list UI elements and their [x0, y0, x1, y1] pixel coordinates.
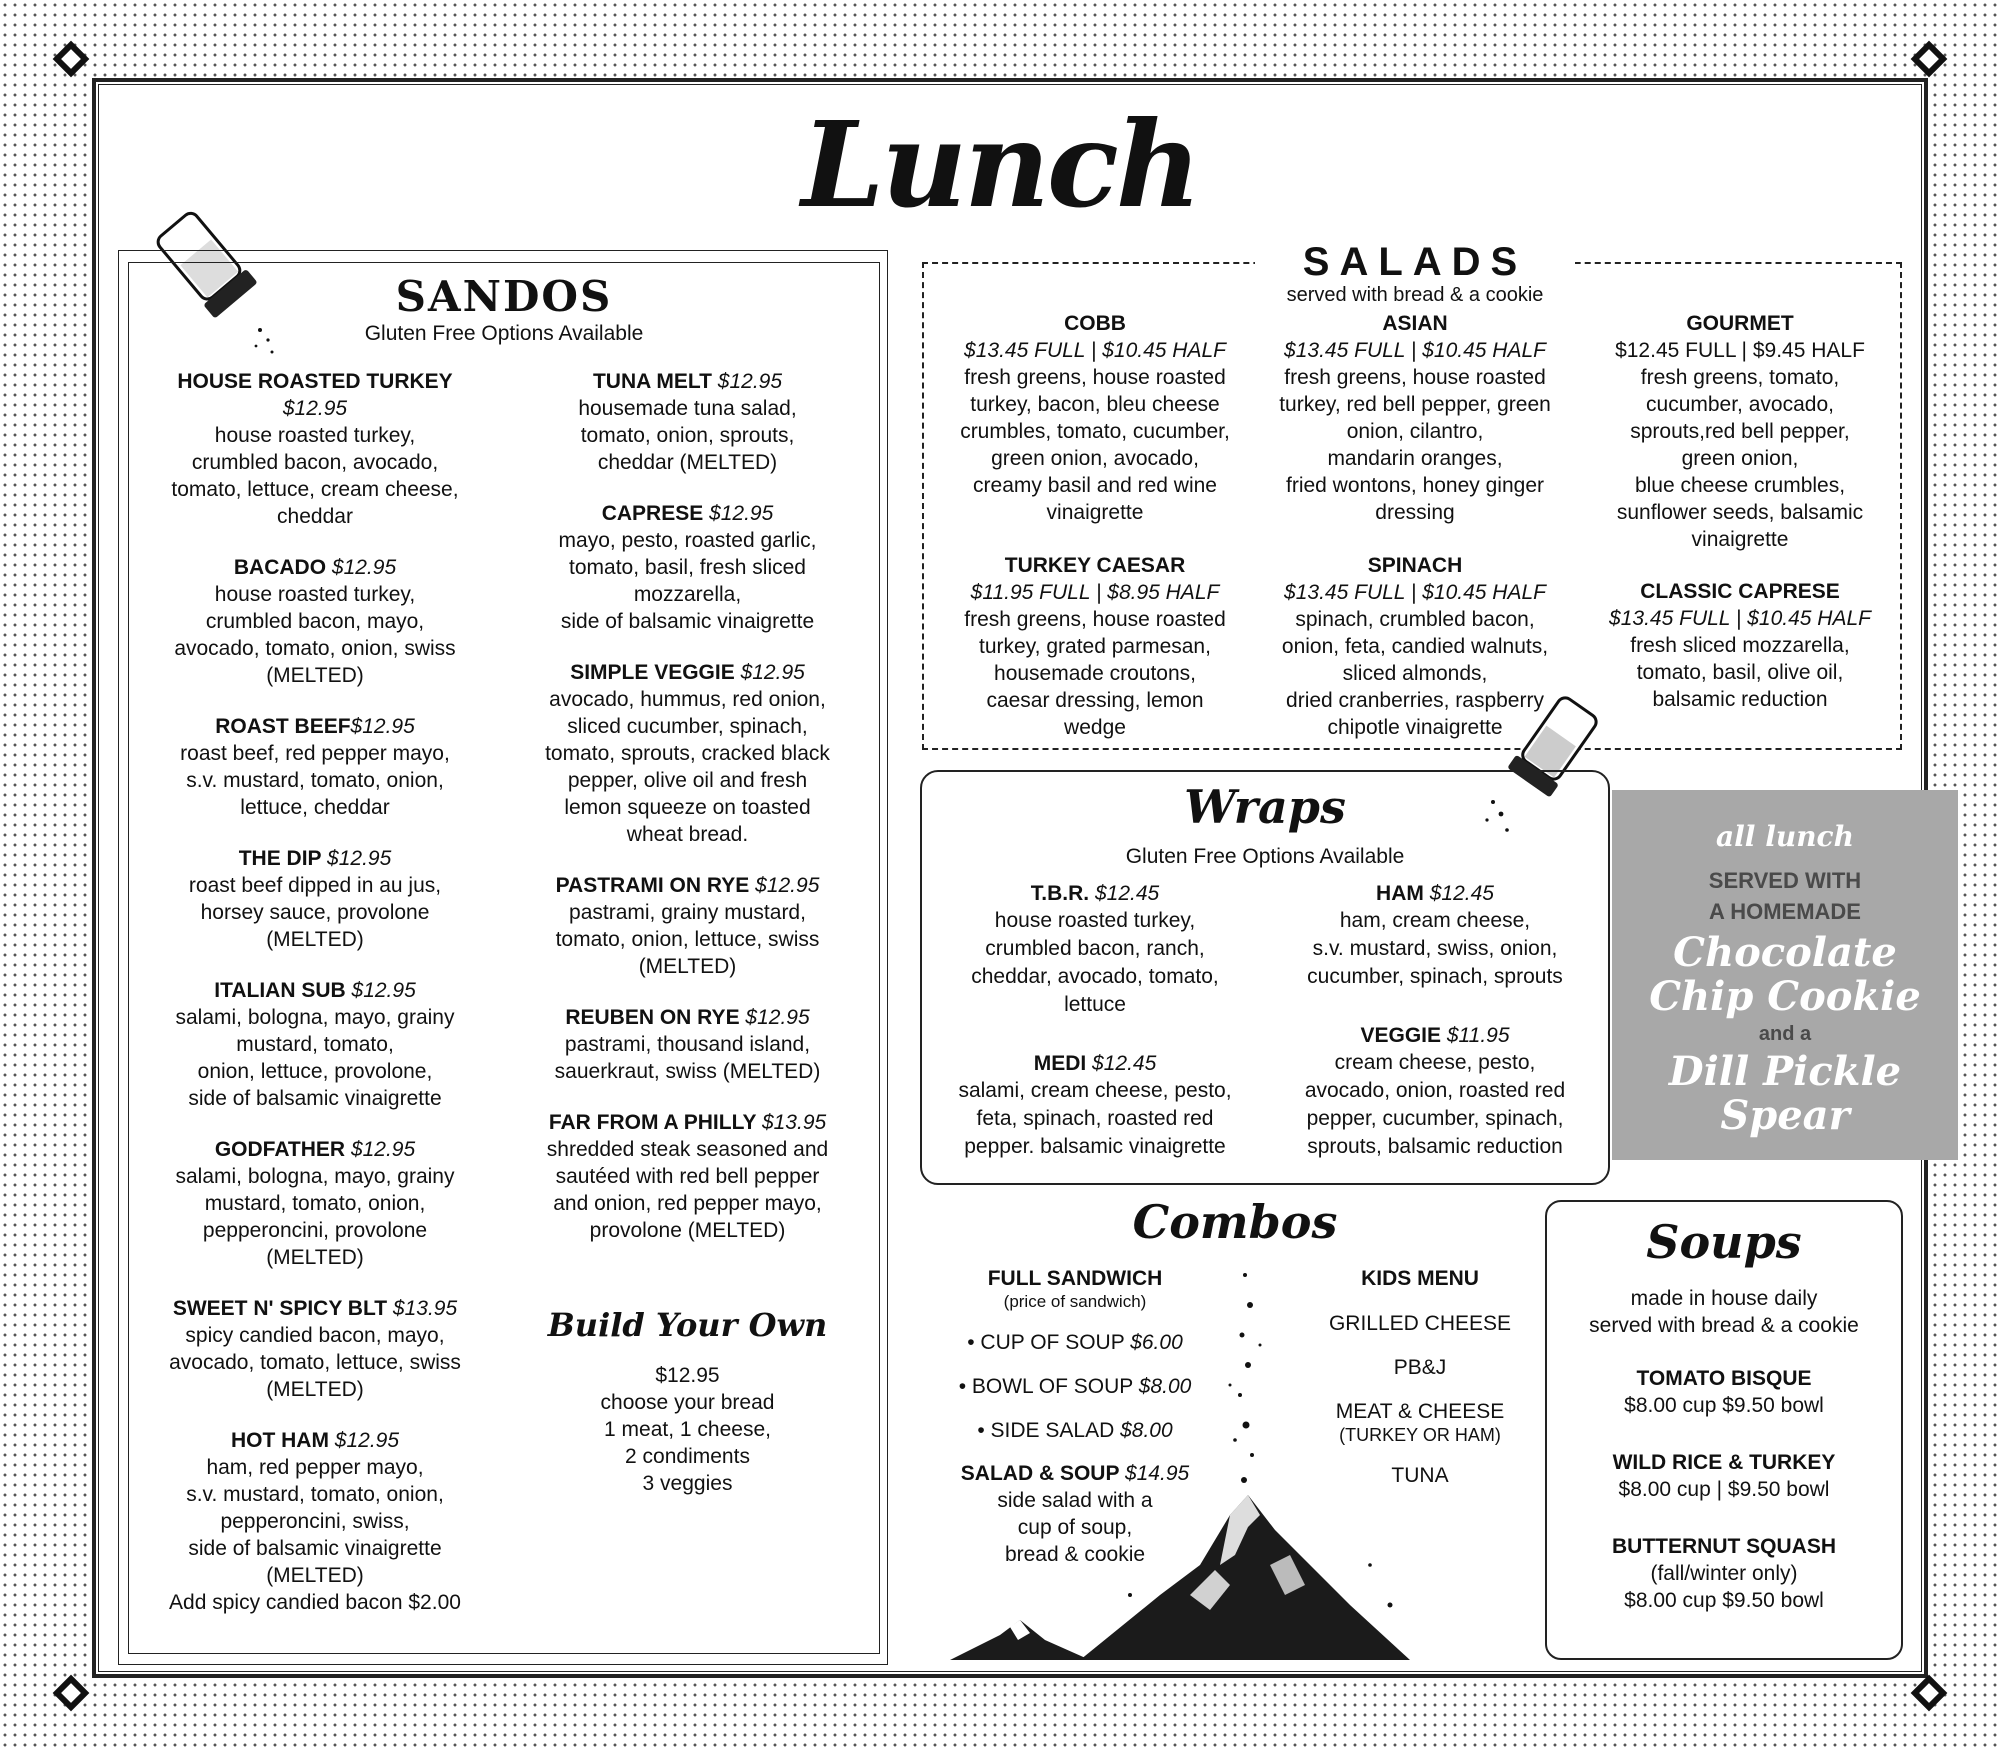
- item-desc-line: tomato, basil, fresh sliced: [569, 556, 806, 579]
- combo-option-label: • SIDE SALAD: [977, 1419, 1115, 1442]
- promo-caps-line: A HOMEMADE: [1709, 899, 1861, 924]
- item-desc-line: (MELTED): [266, 664, 364, 687]
- item-name: COBB: [1064, 312, 1126, 335]
- item-desc-line: salami, bologna, mayo, grainy: [175, 1006, 455, 1029]
- sando-item: [515, 500, 860, 635]
- item-desc-line: dried cranberries, raspberry: [1286, 689, 1544, 712]
- item-desc-line: sunflower seeds, balsamic: [1616, 501, 1864, 524]
- soups-list: [1545, 1285, 1903, 1644]
- wrap-item: [1275, 1022, 1595, 1161]
- build-your-own-title: Build Your Own: [547, 1306, 828, 1344]
- soup-line: $8.00 cup $9.50 bowl: [1624, 1589, 1824, 1612]
- promo-and-text: and a: [1758, 1023, 1812, 1045]
- item-name-text: ITALIAN SUB: [214, 979, 346, 1002]
- item-name-text: THE DIP: [238, 847, 322, 870]
- promo-big-line: Spear: [1720, 1092, 1850, 1139]
- item-desc-line: caesar dressing, lemon: [986, 689, 1204, 712]
- salad-item: [935, 310, 1255, 526]
- item-desc-line: avocado, hummus, red onion,: [549, 688, 826, 711]
- item-desc-line: pepper, olive oil and fresh: [567, 769, 808, 792]
- item-name: [515, 659, 860, 686]
- item-desc-line: avocado, onion, roasted red: [1304, 1079, 1566, 1102]
- item-desc-line: roast beef dipped in au jus,: [188, 874, 442, 897]
- item-desc-line: pepperoncini, swiss,: [220, 1510, 410, 1533]
- item-desc-line: Add spicy candied bacon $2.00: [169, 1591, 461, 1614]
- build-your-own-line: 2 condiments: [625, 1445, 750, 1468]
- item-price: $12.45: [1092, 1052, 1157, 1075]
- item-name: [935, 880, 1255, 907]
- item-desc-line: (MELTED): [266, 928, 364, 951]
- item-desc-line: tomato, basil, olive oil,: [1636, 661, 1844, 684]
- item-desc-line: feta, spinach, roasted red: [976, 1107, 1214, 1130]
- item-name: [140, 554, 490, 581]
- item-desc-line: dressing: [1375, 501, 1455, 524]
- item-desc-line: sauerkraut, swiss (MELTED): [554, 1060, 821, 1083]
- item-name: [515, 500, 860, 527]
- sando-item: [140, 845, 490, 953]
- soups-intro-line: served with bread & a cookie: [1589, 1314, 1859, 1337]
- item-name: [935, 1050, 1255, 1077]
- build-your-own-line: 1 meat, 1 cheese,: [604, 1418, 771, 1441]
- item-name-text: SWEET N' SPICY BLT: [172, 1297, 388, 1320]
- item-name: ASIAN: [1382, 312, 1448, 335]
- item-desc-line: fresh greens, tomato,: [1640, 366, 1840, 389]
- item-name: [140, 713, 490, 740]
- item-name-text: ROAST BEEF: [215, 715, 351, 738]
- soup-item: [1545, 1533, 1903, 1614]
- item-price: $12.95: [327, 847, 392, 870]
- item-desc-line: lettuce: [1064, 993, 1126, 1016]
- kids-item: PB&J: [1393, 1356, 1447, 1379]
- item-desc-line: wheat bread.: [626, 823, 749, 846]
- item-desc-line: and onion, red pepper mayo,: [553, 1192, 822, 1215]
- item-desc-line: cream cheese, pesto,: [1334, 1051, 1536, 1074]
- soups-intro-line: made in house daily: [1630, 1287, 1818, 1310]
- item-name-text: HOT HAM: [230, 1429, 329, 1452]
- soup-name: BUTTERNUT SQUASH: [1612, 1535, 1836, 1558]
- item-desc-line: sprouts,red bell pepper,: [1630, 420, 1850, 443]
- item-name-text: CAPRESE: [601, 502, 704, 525]
- item-desc-line: wedge: [1064, 716, 1126, 739]
- item-desc-line: cucumber, avocado,: [1646, 393, 1834, 416]
- item-desc-line: lettuce, cheddar: [240, 796, 390, 819]
- item-price: $12.45 FULL | $9.45 HALF: [1615, 339, 1865, 362]
- item-desc-line: shredded steak seasoned and: [546, 1138, 829, 1161]
- item-name: HOUSE ROASTED TURKEY: [177, 370, 453, 393]
- item-desc-line: housemade tuna salad,: [578, 397, 797, 420]
- item-name: [515, 872, 860, 899]
- sando-item: [140, 554, 490, 689]
- item-desc-line: balsamic reduction: [1652, 688, 1828, 711]
- item-desc-line: side of balsamic vinaigrette: [560, 610, 815, 633]
- item-desc-line: avocado, tomato, lettuce, swiss: [169, 1351, 461, 1374]
- salad-item: [935, 552, 1255, 741]
- item-desc-line: tomato, onion, lettuce, swiss: [555, 928, 820, 951]
- item-desc-line: (MELTED): [266, 1246, 364, 1269]
- item-name: [515, 1109, 860, 1136]
- item-desc-line: pepper. balsamic vinaigrette: [964, 1135, 1226, 1158]
- item-name-text: TUNA MELT: [592, 370, 712, 393]
- item-desc-line: cheddar (MELTED): [597, 451, 778, 474]
- item-desc-line: s.v. mustard, tomato, onion,: [186, 769, 444, 792]
- combo-name: FULL SANDWICH: [987, 1267, 1163, 1290]
- promo-small-text: all lunch: [1716, 820, 1854, 853]
- item-desc-line: tomato, onion, sprouts,: [580, 424, 795, 447]
- build-your-own-line: 3 veggies: [642, 1472, 733, 1495]
- sando-item: [140, 977, 490, 1112]
- item-price: $11.95 FULL | $8.95 HALF: [970, 581, 1220, 604]
- item-desc-line: vinaigrette: [1046, 501, 1144, 524]
- item-desc-line: fresh greens, house roasted: [964, 366, 1226, 389]
- item-desc-line: mozzarella,: [633, 583, 742, 606]
- item-desc-line: tomato, lettuce, cream cheese,: [171, 478, 459, 501]
- item-desc-line: fried wontons, honey ginger: [1286, 474, 1544, 497]
- item-desc-line: mustard, tomato, onion,: [204, 1192, 426, 1215]
- salads-heading: SALADS: [1255, 240, 1575, 285]
- item-price: $12.95: [350, 1138, 416, 1161]
- item-desc-line: (MELTED): [638, 955, 737, 978]
- item-desc-line: s.v. mustard, swiss, onion,: [1312, 937, 1558, 960]
- item-name-text: VEGGIE: [1360, 1024, 1441, 1047]
- item-desc-line: house roasted turkey,: [214, 424, 416, 447]
- salads-subtitle: served with bread & a cookie: [1286, 284, 1544, 306]
- combos-title: Combos: [1132, 1195, 1338, 1249]
- salt-mountain-icon: [930, 1265, 1570, 1665]
- item-name-text: SIMPLE VEGGIE: [570, 661, 735, 684]
- combo-option-label: • CUP OF SOUP: [967, 1331, 1125, 1354]
- item-name: [1275, 1022, 1595, 1049]
- soup-item: [1545, 1449, 1903, 1503]
- item-desc-line: roast beef, red pepper mayo,: [180, 742, 450, 765]
- item-desc-line: crumbled bacon, avocado,: [191, 451, 439, 474]
- item-desc-line: turkey, red bell pepper, green: [1279, 393, 1551, 416]
- item-desc-line: spinach, crumbled bacon,: [1295, 608, 1535, 631]
- item-desc-line: avocado, tomato, onion, swiss: [174, 637, 456, 660]
- item-desc-line: onion, feta, candied walnuts,: [1281, 635, 1549, 658]
- item-desc-line: fresh sliced mozzarella,: [1630, 634, 1850, 657]
- sando-item: [515, 368, 860, 476]
- combo-price: $14.95: [1124, 1462, 1190, 1485]
- item-price: $12.95: [350, 715, 415, 738]
- item-desc-line: tomato, sprouts, cracked black: [545, 742, 830, 765]
- promo-caps-text: [1612, 865, 1958, 927]
- combo-desc-line: cup of soup,: [1017, 1516, 1133, 1539]
- promo-big-line: Chocolate: [1673, 929, 1897, 976]
- item-name: [140, 1427, 490, 1454]
- item-desc-line: cheddar, avocado, tomato,: [971, 965, 1219, 988]
- promo-banner: [1612, 790, 1958, 1160]
- item-desc-line: turkey, bacon, bleu cheese: [970, 393, 1220, 416]
- item-desc-line: housemade croutons,: [994, 662, 1196, 685]
- item-desc-line: pastrami, thousand island,: [564, 1033, 811, 1056]
- item-desc-line: green onion, avocado,: [991, 447, 1199, 470]
- kids-item: TUNA: [1391, 1464, 1449, 1487]
- item-price: $11.95: [1446, 1024, 1510, 1047]
- soup-line: $8.00 cup | $9.50 bowl: [1618, 1478, 1830, 1501]
- item-name-text: HAM: [1376, 882, 1424, 905]
- item-desc-line: fresh greens, house roasted: [1284, 366, 1546, 389]
- item-desc-line: spicy candied bacon, mayo,: [185, 1324, 445, 1347]
- item-desc-line: crumbles, tomato, cucumber,: [960, 420, 1230, 443]
- item-desc-line: house roasted turkey,: [994, 909, 1196, 932]
- sandos-left-column: [140, 368, 490, 1640]
- item-price: $12.95: [331, 556, 397, 579]
- item-name-text: GODFATHER: [214, 1138, 346, 1161]
- item-desc-line: lemon squeeze on toasted: [564, 796, 811, 819]
- sando-item: [515, 872, 860, 980]
- item-name: [140, 1136, 490, 1163]
- soups-title: Soups: [1646, 1215, 1802, 1269]
- item-name-text: FAR FROM A PHILLY: [548, 1111, 757, 1134]
- item-desc-line: pastrami, grainy mustard,: [569, 901, 806, 924]
- item-name-text: PASTRAMI ON RYE: [555, 874, 750, 897]
- build-your-own: [515, 1306, 860, 1497]
- item-price: $12.45: [1094, 882, 1160, 905]
- page-title: Lunch: [801, 95, 1199, 234]
- sando-item: [515, 1004, 860, 1085]
- sando-item: [140, 368, 490, 530]
- kids-item: GRILLED CHEESE: [1328, 1312, 1512, 1335]
- soup-name: TOMATO BISQUE: [1636, 1367, 1812, 1390]
- item-desc-line: mayo, pesto, roasted garlic,: [558, 529, 817, 552]
- sandos-heading: SANDOS: [395, 272, 613, 321]
- combo-note: (price of sandwich): [1003, 1292, 1147, 1311]
- soup-line: (fall/winter only): [1650, 1562, 1798, 1585]
- item-name: [1275, 880, 1595, 907]
- promo-caps-line: SERVED WITH: [1708, 868, 1862, 893]
- wrap-item: [935, 880, 1255, 1019]
- promo-cookie-text: [1612, 931, 1958, 1019]
- promo-big-line: Chip Cookie: [1649, 973, 1921, 1020]
- item-desc-line: s.v. mustard, tomato, onion,: [186, 1483, 444, 1506]
- combo-option-price: $6.00: [1130, 1331, 1183, 1354]
- item-desc-line: salami, cream cheese, pesto,: [958, 1079, 1232, 1102]
- item-name-text: T.B.R.: [1030, 882, 1090, 905]
- build-your-own-line: $12.95: [655, 1364, 720, 1387]
- item-desc-line: onion, lettuce, provolone,: [197, 1060, 433, 1083]
- corner-diamond-icon: [1911, 41, 1948, 78]
- soup-name: WILD RICE & TURKEY: [1612, 1451, 1836, 1474]
- item-desc-line: provolone (MELTED): [589, 1219, 786, 1242]
- corner-diamond-icon: [53, 41, 90, 78]
- sando-item: [515, 659, 860, 848]
- salad-item: [1580, 578, 1900, 713]
- item-desc-line: turkey, grated parmesan,: [979, 635, 1211, 658]
- item-desc-line: blue cheese crumbles,: [1634, 474, 1846, 497]
- item-price: $12.95: [745, 1006, 810, 1029]
- item-desc-line: pepper, cucumber, spinach,: [1306, 1107, 1564, 1130]
- item-price: $12.95: [717, 370, 783, 393]
- item-price: $13.45 FULL | $10.45 HALF: [1609, 607, 1871, 630]
- item-desc-line: fresh greens, house roasted: [964, 608, 1226, 631]
- item-desc-line: sautéed with red bell pepper: [555, 1165, 820, 1188]
- sando-item: [140, 713, 490, 821]
- item-name-text: MEDI: [1033, 1052, 1087, 1075]
- wraps-title: Wraps: [1184, 780, 1346, 834]
- item-desc-line: crumbled bacon, mayo,: [205, 610, 425, 633]
- item-price: $12.95: [755, 874, 820, 897]
- wrap-item: [935, 1050, 1255, 1161]
- combo-option-label: • BOWL OF SOUP: [958, 1375, 1133, 1398]
- item-desc-line: house roasted turkey,: [214, 583, 416, 606]
- item-desc-line: cheddar: [277, 505, 353, 528]
- item-desc-line: horsey sauce, provolone: [200, 901, 430, 924]
- promo-pickle-text: [1612, 1050, 1958, 1138]
- sando-item: [140, 1136, 490, 1271]
- corner-diamond-icon: [1911, 1675, 1948, 1712]
- soup-line: $8.00 cup $9.50 bowl: [1624, 1394, 1824, 1417]
- soup-item: [1545, 1365, 1903, 1419]
- item-name: SPINACH: [1367, 554, 1463, 577]
- item-desc-line: sliced cucumber, spinach,: [567, 715, 808, 738]
- item-name: CLASSIC CAPRESE: [1640, 580, 1840, 603]
- item-name-text: REUBEN ON RYE: [565, 1006, 740, 1029]
- item-price: $13.95: [392, 1297, 458, 1320]
- sando-item: [140, 1427, 490, 1616]
- item-name-text: BACADO: [233, 556, 327, 579]
- soups-intro: [1545, 1285, 1903, 1339]
- item-desc-line: mustard, tomato,: [236, 1033, 394, 1056]
- item-desc-line: sprouts, balsamic reduction: [1307, 1135, 1563, 1158]
- item-name: [515, 368, 860, 395]
- item-desc-line: ham, red pepper mayo,: [206, 1456, 424, 1479]
- item-price: $12.95: [334, 1429, 400, 1452]
- sandos-subtitle: Gluten Free Options Available: [364, 322, 644, 345]
- promo-big-line: Dill Pickle: [1668, 1048, 1902, 1095]
- item-desc-line: cucumber, spinach, sprouts: [1307, 965, 1563, 988]
- kids-menu-heading: KIDS MENU: [1361, 1267, 1479, 1290]
- item-price: $12.45: [1429, 882, 1494, 905]
- item-name: [140, 977, 490, 1004]
- wrap-item: [1275, 880, 1595, 991]
- item-name: [140, 845, 490, 872]
- sandos-right-column: [515, 368, 860, 1497]
- kids-item-note: (TURKEY OR HAM): [1339, 1425, 1501, 1445]
- item-price: $12.95: [709, 502, 774, 525]
- item-desc-line: (MELTED): [266, 1378, 364, 1401]
- item-desc-line: salami, bologna, mayo, grainy: [175, 1165, 455, 1188]
- item-price: $12.95: [351, 979, 416, 1002]
- item-price: $13.95: [761, 1111, 827, 1134]
- item-desc-line: ham, cream cheese,: [1339, 909, 1531, 932]
- item-desc-line: mandarin oranges,: [1327, 447, 1503, 470]
- item-desc-line: chipotle vinaigrette: [1327, 716, 1503, 739]
- item-desc-line: green onion,: [1681, 447, 1799, 470]
- combo-desc-line: side salad with a: [997, 1489, 1153, 1512]
- item-desc-line: vinaigrette: [1691, 528, 1789, 551]
- item-desc-line: creamy basil and red wine: [973, 474, 1217, 497]
- sando-item: [140, 1295, 490, 1403]
- item-desc-line: pepperoncini, provolone: [202, 1219, 428, 1242]
- item-price: $13.45 FULL | $10.45 HALF: [1284, 581, 1546, 604]
- salad-item: [1580, 310, 1900, 553]
- item-desc-line: side of balsamic vinaigrette: [188, 1087, 442, 1110]
- item-name: [515, 1004, 860, 1031]
- item-name: TURKEY CAESAR: [1004, 554, 1186, 577]
- combo-desc-line: bread & cookie: [1004, 1543, 1146, 1566]
- sando-item: [515, 1109, 860, 1244]
- item-desc-line: side of balsamic vinaigrette: [188, 1537, 442, 1560]
- corner-diamond-icon: [53, 1675, 90, 1712]
- combo-option-price: $8.00: [1120, 1419, 1173, 1442]
- build-your-own-line: choose your bread: [600, 1391, 775, 1414]
- item-name: GOURMET: [1686, 312, 1794, 335]
- salad-item: [1255, 310, 1575, 526]
- item-price: $12.95: [282, 397, 348, 420]
- item-desc-line: onion, cilantro,: [1346, 420, 1484, 443]
- combo-name-text: SALAD & SOUP: [960, 1462, 1120, 1485]
- item-desc-line: (MELTED): [266, 1564, 364, 1587]
- kids-item: MEAT & CHEESE: [1335, 1400, 1505, 1423]
- item-price: $13.45 FULL | $10.45 HALF: [964, 339, 1226, 362]
- item-name: [140, 1295, 490, 1322]
- item-price: $13.45 FULL | $10.45 HALF: [1284, 339, 1546, 362]
- item-desc-line: sliced almonds,: [1342, 662, 1488, 685]
- item-desc-line: crumbled bacon, ranch,: [985, 937, 1205, 960]
- item-price: $12.95: [740, 661, 805, 684]
- wraps-subtitle: Gluten Free Options Available: [1125, 845, 1405, 868]
- combo-option-price: $8.00: [1138, 1375, 1192, 1398]
